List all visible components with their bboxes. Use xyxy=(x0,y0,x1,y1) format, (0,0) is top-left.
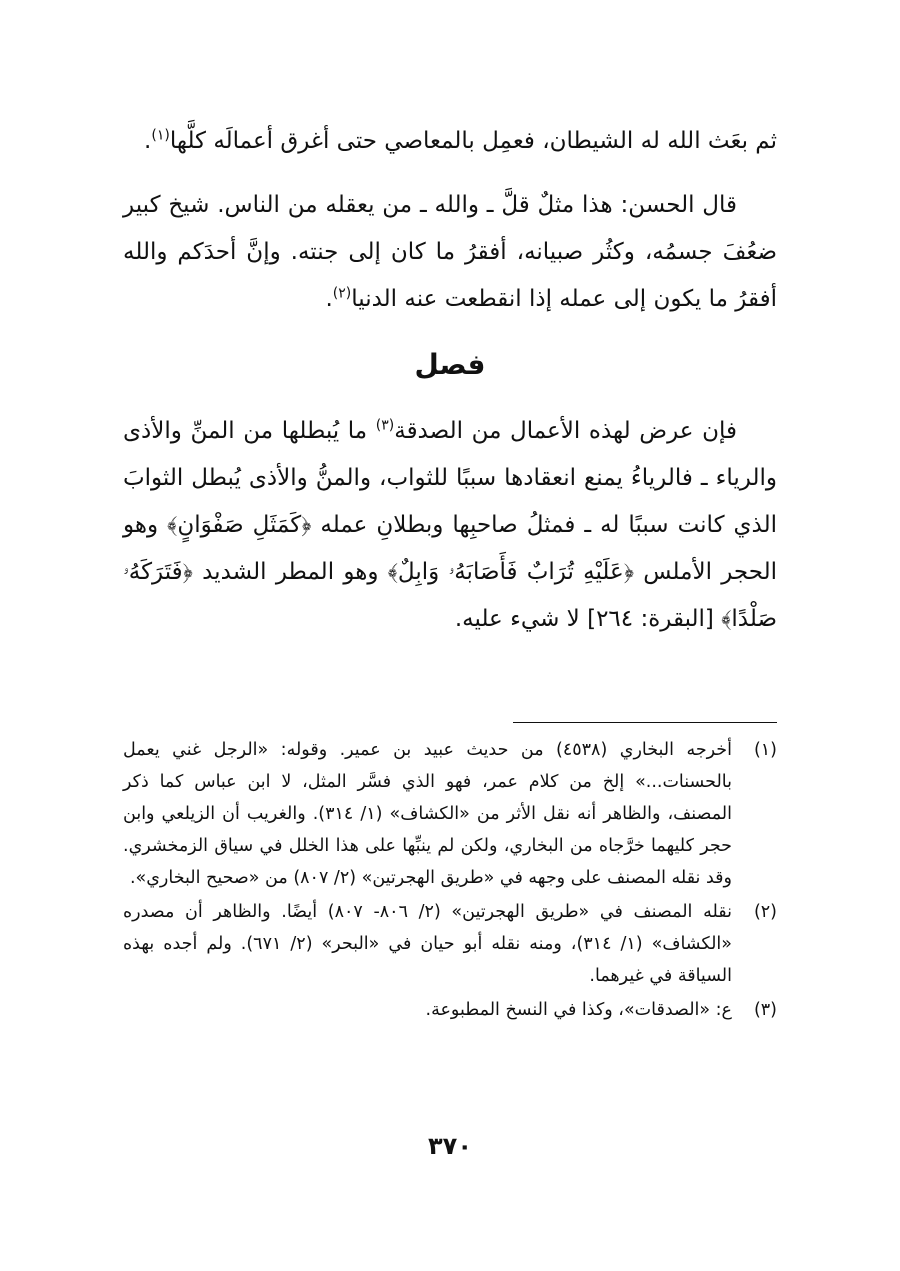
body-paragraph-2 xyxy=(123,182,777,323)
paragraph-text-part-1: فإن عرض لهذه الأعمال من الصدقة xyxy=(394,418,737,444)
footnote-text: ع: «الصدقات»، وكذا في النسخ المطبوعة. xyxy=(425,1000,732,1020)
body-paragraph-3 xyxy=(123,408,777,643)
footnote-number: (٢) xyxy=(753,902,777,922)
footnote-3 xyxy=(123,994,777,1026)
footnote-ref-3[interactable]: (٣) xyxy=(375,417,395,434)
footnote-number: (١) xyxy=(753,740,777,760)
paragraph-text-part-2: ما يُبطلها من المنِّ والأذى والرياء ـ فالرياءُ يمنع انعقادها سببًا للثواب، والمنُّ والأذى يُبطل الثوابَ الذي كانت سببًا له ـ فمثلُ صاحبِها وبطلانِ عمله xyxy=(123,418,777,538)
paragraph-end: . xyxy=(144,128,152,154)
footnote-ref-2[interactable]: (٢) xyxy=(332,285,352,302)
quran-quote-2: ﴿عَلَيْهِ تُرَابٌ فَأَصَابَهُۥ وَابِلٌ﴾ xyxy=(387,559,634,585)
paragraph-text: ثم بعَث الله له الشيطان، فعمِل بالمعاصي حتى أغرق أعمالَه كلَّها xyxy=(169,128,777,154)
footnote-text: أخرجه البخاري (٤٥٣٨) من حديث عبيد بن عمير. وقوله: «الرجل غني يعمل بالحسنات...» إلخ من كلام عمر، فهو الذي فسَّر المثل، لا ابن عباس كما ذكر المصنف، والظاهر أنه نقل الأثر من «الكشاف» (١/ ٣١٤). والغريب أن الزيلعي وابن حجر كليهما خرَّجاه من البخاري، ولكن لم ينبِّها على هذا الخلل في سياق الزمخشري. وقد نقله المصنف على وجهه في «طريق الهجرتين» (٢/ ٨٠٧) من «صحيح البخاري». xyxy=(123,740,733,888)
section-heading: فصل xyxy=(414,348,486,381)
footnote-1 xyxy=(123,734,777,894)
footnote-separator xyxy=(513,722,777,723)
quran-citation: [البقرة: ٢٦٤] xyxy=(579,606,722,632)
footnotes xyxy=(123,734,777,1028)
paragraph-text: قال الحسن: هذا مثلٌ قلَّ ـ والله ـ من يعقله من الناس. شيخ كبير ضعُفَ جسمُه، وكثُر صبيانه، أفقرُ ما كان إلى جنته. وإنَّ أحدَكم والله أفقرُ ما يكون إلى عمله إذا انقطعت عنه الدنيا xyxy=(123,192,777,312)
paragraph-text-part-3: وهو الحجر الأملس xyxy=(123,512,778,585)
quran-quote-3: ﴿فَتَرَكَهُۥ صَلْدًا﴾ xyxy=(123,559,777,632)
footnote-text: نقله المصنف في «طريق الهجرتين» (٢/ ٨٠٦- ٨٠٧) أيضًا. والظاهر أن مصدره «الكشاف» (١/ ٣١٤)، ومنه نقله أبو حيان في «البحر» (٢/ ٦٧١). ولم أجده بهذه السياقة في غيرهما. xyxy=(123,902,732,986)
paragraph-text-part-5: لا شيء عليه. xyxy=(454,606,580,632)
quran-quote-1: ﴿كَمَثَلِ صَفْوَانٍ﴾ xyxy=(167,512,312,538)
body-paragraph-1 xyxy=(123,118,777,165)
footnote-2 xyxy=(123,896,777,992)
paragraph-end: . xyxy=(325,286,333,312)
footnote-ref-1[interactable]: (١) xyxy=(151,127,170,144)
paragraph-text-part-4: وهو المطر الشديد xyxy=(192,559,388,585)
footnote-number: (٣) xyxy=(753,1000,777,1020)
page-number: ٣٧٠ xyxy=(428,1132,472,1160)
